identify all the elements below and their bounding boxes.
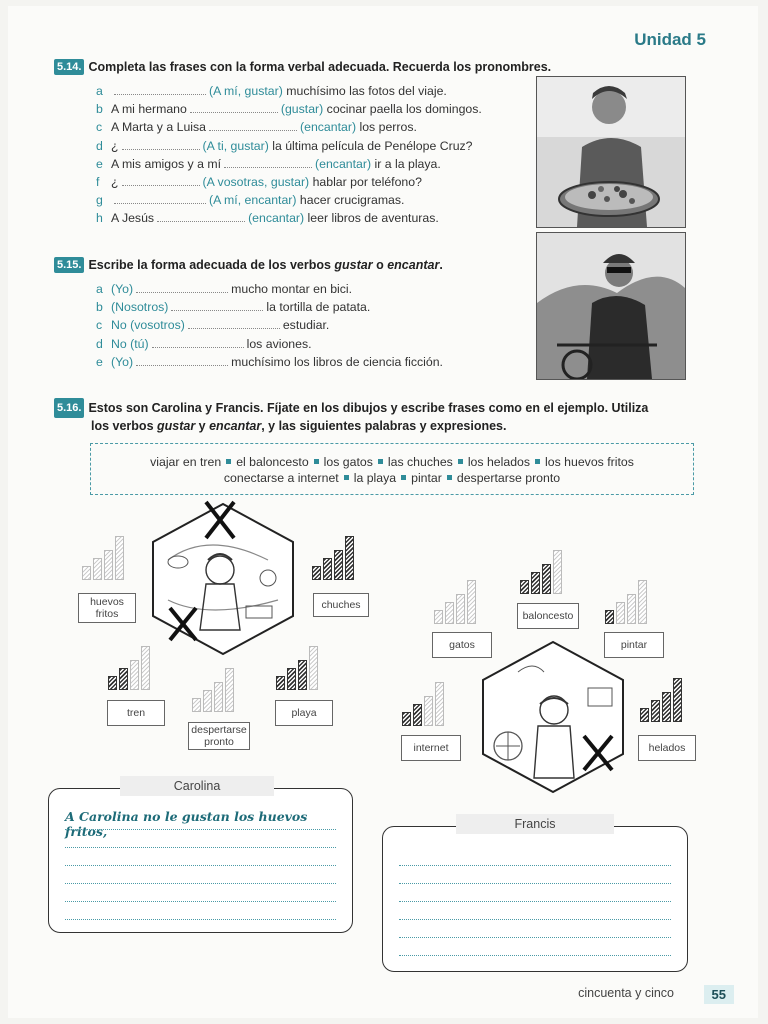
item-hint: (A ti, gustar) [202,138,269,153]
meter-bar [627,594,636,624]
item-letter: a [96,282,103,296]
exercise-number-badge: 5.16. [54,398,84,418]
meter-bar [616,602,625,624]
meter-bar [345,536,354,580]
item-hint: (encantar) [248,211,305,226]
item-prefix: ¿ [111,175,119,189]
answer-blank[interactable] [190,102,278,113]
item-text: mucho montar en bici. [231,282,353,296]
word-bank-item: pintar [411,471,442,485]
item-text: ir a la playa. [374,156,441,171]
item-text: muchísimo las fotos del viaje. [286,84,447,98]
exercise-line [96,300,370,314]
bars-internet [402,682,444,726]
exercise-line [96,318,329,332]
bars-huevos-fritos [82,536,124,580]
page-number: 55 [704,985,734,1004]
meter-bar [553,550,562,594]
writing-line[interactable] [399,937,671,938]
label-internet: internet [401,735,461,761]
meter-bar [141,646,150,690]
meter-bar [309,646,318,690]
writing-line[interactable] [65,865,336,866]
meter-bar [413,704,422,726]
meter-bar [104,550,113,580]
meter-bar [542,564,551,594]
answer-blank[interactable] [122,139,200,150]
carolina-writing-panel [48,788,353,933]
meter-bar [640,708,649,722]
exercise-line [96,337,312,351]
item-prefix: No [111,318,127,333]
item-prefix: A mis amigos y a mí [111,156,222,171]
item-text: hacer crucigramas. [299,193,405,208]
label-gatos: gatos [432,632,492,658]
answer-blank[interactable] [157,211,245,222]
meter-bar [119,668,128,690]
word-bank-item: los helados [467,455,531,469]
item-letter: a [96,84,103,98]
meter-bar [276,676,285,690]
exercise-line [96,157,441,171]
meter-bar [434,610,443,624]
meter-bar [638,580,647,624]
meter-bar [445,602,454,624]
writing-line[interactable] [399,919,671,920]
item-text: leer libros de aventuras. [307,211,439,226]
meter-bar [115,536,124,580]
meter-bar [108,676,117,690]
meter-bar [402,712,411,726]
item-letter: d [96,336,103,351]
exercise-line [96,84,447,98]
separator-square [344,475,349,480]
answer-blank[interactable] [122,175,200,186]
photo-man-with-paella [536,76,686,228]
writing-line[interactable] [399,865,671,866]
item-text: muchísimo los libros de ciencia ficción. [231,354,443,369]
francis-writing-panel [382,826,688,972]
label-despertarse-pronto: despertarse pronto [188,722,250,750]
exercise-line [96,282,352,296]
label-tren: tren [107,700,165,726]
bars-gatos [434,580,476,624]
meter-bar [130,660,139,690]
francis-illustration [478,638,628,796]
item-prefix: No [111,336,127,351]
item-hint: (encantar) [315,156,372,171]
item-letter: e [96,354,103,369]
item-text: cocinar paella los domingos. [326,102,482,117]
answer-blank[interactable] [136,355,228,366]
answer-blank[interactable] [114,193,206,204]
page-number-words: cincuenta y cinco [578,986,674,1000]
exercise-5-14-title: 5.14. Completa las frases con la forma verbal adecuada. Recuerda los pronombres. [54,59,551,75]
carolina-panel-title: Carolina [120,776,274,796]
separator-square [226,459,231,464]
answer-blank[interactable] [114,84,206,95]
writing-line[interactable] [65,883,336,884]
meter-bar [456,594,465,624]
writing-line[interactable] [399,901,671,902]
writing-line[interactable] [65,919,336,920]
item-hint: (vosotros) [130,318,185,333]
item-hint: (encantar) [300,120,357,135]
exercise-line [96,211,439,225]
exercise-number-badge: 5.15. [54,257,84,273]
label-huevos-fritos: huevos fritos [78,593,136,623]
meter-bar [298,660,307,690]
meter-bar [82,566,91,580]
word-bank-item: viajar en tren [150,455,222,469]
item-text: la tortilla de patata. [266,300,371,315]
item-hint: (A vosotras, gustar) [202,175,310,189]
exercise-number-badge: 5.14. [54,59,84,75]
item-prefix: A mi hermano [111,102,187,117]
meter-bar [435,682,444,726]
separator-square [535,459,540,464]
label-baloncesto: baloncesto [517,603,579,629]
separator-square [458,459,463,464]
item-letter: b [96,102,103,117]
bars-playa [276,646,318,690]
meter-bar [287,668,296,690]
carolina-illustration [148,500,298,658]
word-bank-item: el baloncesto [236,455,309,469]
exercise-5-15-title: 5.15. Escribe la forma adecuada de los verbos gustar o encantar. [54,257,443,273]
meter-bar [424,696,433,726]
item-hint: (A mí, encantar) [209,193,297,208]
answer-blank[interactable] [136,282,228,293]
item-letter: b [96,300,103,315]
item-hint: (Nosotros) [111,300,169,315]
workbook-page [8,6,758,1018]
meter-bar [93,558,102,580]
bars-tren [108,646,150,690]
word-bank-item: los gatos [323,455,373,469]
bars-pintar [605,580,647,624]
unit-title: Unidad 5 [634,30,706,49]
exercise-line [96,102,482,116]
item-letter: g [96,193,103,208]
exercise-line [96,120,417,134]
separator-square [314,459,319,464]
word-bank-item: despertarse pronto [456,471,561,485]
item-text: hablar por teléfono? [312,175,422,189]
item-prefix: ¿ [111,138,119,153]
word-bank-item: conectarse a internet [223,471,339,485]
item-letter: c [96,120,103,135]
example-sentence: A Carolina no le gustan los huevos fritos, [65,809,308,839]
francis-panel-title: Francis [456,814,614,834]
writing-line[interactable] [399,883,671,884]
answer-blank[interactable] [171,300,263,311]
exercise-line [96,355,443,369]
answer-blank[interactable] [188,318,280,329]
label-playa: playa [275,700,333,726]
meter-bar [214,682,223,712]
item-letter: h [96,211,103,226]
item-letter: f [96,175,100,189]
bars-helados [640,678,682,722]
word-bank-item: las chuches [387,455,453,469]
meter-bar [203,690,212,712]
separator-square [378,459,383,464]
item-hint: (A mí, gustar) [209,84,283,98]
exercise-5-16-title: 5.16. Estos son Carolina y Francis. Fíjate en los dibujos y escribe frases como en el ejemplo. Utiliza los verbos gustar y encantar, y las siguientes palabras y expresiones. [54,398,648,434]
writing-line[interactable] [65,847,336,848]
item-hint: (tú) [130,336,149,351]
meter-bar [334,550,343,580]
label-helados: helados [638,735,696,761]
exercise-line [96,193,404,207]
meter-bar [323,558,332,580]
item-letter: d [96,138,103,153]
meter-bar [192,698,201,712]
meter-bar [520,580,529,594]
item-text: los aviones. [246,336,312,351]
meter-bar [467,580,476,624]
separator-square [447,475,452,480]
item-text: estudiar. [282,318,330,333]
label-chuches: chuches [313,593,369,617]
item-prefix: A Marta y a Luisa [111,120,207,135]
answer-blank[interactable] [152,337,244,348]
meter-bar [605,610,614,624]
answer-blank[interactable] [224,157,312,168]
meter-bar [662,692,671,722]
item-hint: (Yo) [111,354,134,369]
item-letter: c [96,318,103,333]
bars-chuches [312,536,354,580]
word-bank-row [91,454,693,470]
item-text: los perros. [359,120,417,135]
item-prefix: A Jesús [111,211,155,226]
item-hint: (Yo) [111,282,134,296]
separator-square [401,475,406,480]
word-bank-row [91,470,693,486]
item-hint: (gustar) [280,102,324,117]
word-bank-item: la playa [353,471,397,485]
word-bank-item: los huevos fritos [545,455,634,469]
item-letter: e [96,156,103,171]
meter-bar [651,700,660,722]
exercise-line [96,175,422,189]
bars-despertarse-pronto [192,668,234,712]
item-text: la última película de Penélope Cruz? [272,138,473,153]
exercise-line [96,139,473,153]
meter-bar [531,572,540,594]
answer-blank[interactable] [209,120,297,131]
meter-bar [673,678,682,722]
meter-bar [312,566,321,580]
word-bank [90,443,694,495]
meter-bar [225,668,234,712]
label-pintar: pintar [604,632,664,658]
writing-line[interactable] [399,955,671,956]
writing-line[interactable] [65,901,336,902]
writing-line[interactable] [65,829,336,830]
bars-baloncesto [520,550,562,594]
photo-cyclist [536,232,686,380]
